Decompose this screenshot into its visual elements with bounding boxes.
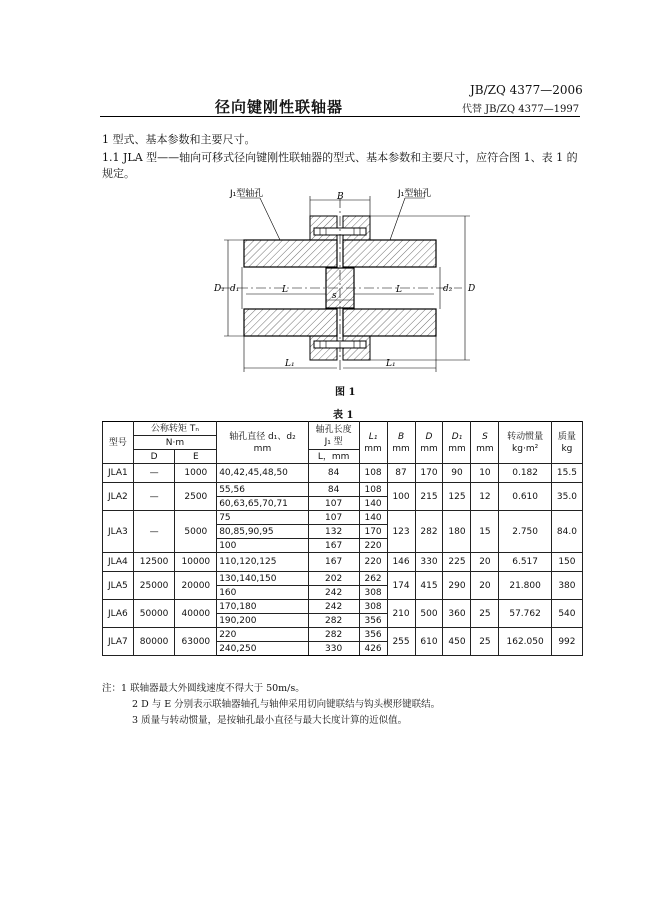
table-caption: 表 1: [333, 410, 354, 421]
replaces-standard: 代替 JB/ZQ 4377—1997: [462, 104, 580, 115]
cell-bore: 160: [217, 586, 308, 600]
cell-bore: 220: [217, 628, 308, 642]
cell-b: 87: [387, 464, 415, 483]
dim-L-left: L: [282, 285, 288, 295]
cell-torque-e: 2500: [175, 483, 217, 511]
cell-d: 415: [415, 572, 443, 600]
cell-model: JLA2: [103, 483, 134, 511]
cell-inertia: 57.762: [499, 600, 551, 628]
cell-mass: 380: [551, 572, 582, 600]
cell-s: 20: [471, 572, 499, 600]
cell-L1: 220: [359, 553, 387, 572]
header-rule: [100, 116, 580, 117]
table-row: [103, 464, 583, 483]
cell-bore: 130,140,150: [217, 572, 308, 586]
cell-L1: 108: [359, 464, 387, 483]
cell-s: 10: [471, 464, 499, 483]
cell-s: 12: [471, 483, 499, 511]
header-inertia: 转动惯量 kg·m²: [499, 422, 551, 464]
cell-length: 282: [308, 628, 359, 642]
table-row: [103, 600, 583, 614]
cell-bore: 60,63,65,70,71: [217, 497, 308, 511]
cell-mass: 150: [551, 553, 582, 572]
figure-caption: 图 1: [335, 387, 356, 398]
note-1: 注：1 联轴器最大外圆线速度不得大于 50m/s。: [102, 683, 305, 694]
header-D1: D₁ mm: [443, 422, 471, 464]
header-mass: 质量 kg: [551, 422, 582, 464]
cell-b: 174: [387, 572, 415, 600]
cell-b: 100: [387, 483, 415, 511]
cell-length: 84: [308, 464, 359, 483]
header-torque-D: D: [133, 450, 175, 464]
dim-D1: D₁: [214, 284, 225, 294]
section-1-1-text: 1.1 JLA 型——轴向可移式径向键刚性联轴器的型式、基本参数和主要尺寸，应符合图 1、表 1 的规定。: [102, 151, 578, 180]
cell-mass: 35.0: [551, 483, 582, 511]
header-torque-unit: N·m: [133, 436, 216, 450]
table-row: [103, 572, 583, 586]
cell-length: 202: [308, 572, 359, 586]
cell-L1: 220: [359, 539, 387, 553]
header-bore: 轴孔直径 d₁、d₂ mm: [217, 422, 308, 464]
cell-inertia: 0.610: [499, 483, 551, 511]
cell-torque-e: 5000: [175, 511, 217, 553]
cell-torque-d: 50000: [133, 600, 175, 628]
cell-L1: 356: [359, 614, 387, 628]
cell-mass: 540: [551, 600, 582, 628]
cell-torque-e: 1000: [175, 464, 217, 483]
dim-L1-left: L₁: [285, 359, 295, 369]
cell-d: 330: [415, 553, 443, 572]
cell-bore: 190,200: [217, 614, 308, 628]
dim-s: s: [332, 291, 337, 301]
coupling-drawing: [200, 188, 480, 378]
cell-torque-d: —: [133, 511, 175, 553]
dim-L-right: L: [396, 285, 402, 295]
cell-inertia: 162.050: [499, 628, 551, 656]
header-length-unit: L，mm: [308, 450, 359, 464]
cell-bore: 170,180: [217, 600, 308, 614]
cell-L1: 170: [359, 525, 387, 539]
cell-b: 210: [387, 600, 415, 628]
cell-length: 282: [308, 614, 359, 628]
cell-d1: 360: [443, 600, 471, 628]
cell-model: JLA6: [103, 600, 134, 628]
cell-model: JLA7: [103, 628, 134, 656]
cell-length: 107: [308, 511, 359, 525]
cell-length: 330: [308, 642, 359, 656]
section-1-heading: 1 型式、基本参数和主要尺寸。: [102, 133, 256, 146]
cell-length: 167: [308, 539, 359, 553]
label-right-bore: J₁型轴孔: [398, 189, 432, 199]
header-B: B mm: [387, 422, 415, 464]
cell-torque-e: 10000: [175, 553, 217, 572]
cell-d1: 125: [443, 483, 471, 511]
cell-model: JLA4: [103, 553, 134, 572]
cell-torque-d: —: [133, 483, 175, 511]
cell-bore: 40,42,45,48,50: [217, 464, 308, 483]
cell-L1: 308: [359, 600, 387, 614]
cell-d1: 225: [443, 553, 471, 572]
cell-length: 242: [308, 586, 359, 600]
cell-b: 255: [387, 628, 415, 656]
header-torque-E: E: [175, 450, 217, 464]
cell-d: 170: [415, 464, 443, 483]
cell-s: 20: [471, 553, 499, 572]
cell-d1: 450: [443, 628, 471, 656]
cell-L1: 426: [359, 642, 387, 656]
header-L1: L₁ mm: [359, 422, 387, 464]
cell-length: 167: [308, 553, 359, 572]
cell-L1: 108: [359, 483, 387, 497]
right-hub-lower: [343, 309, 436, 336]
header-S: S mm: [471, 422, 499, 464]
cell-mass: 15.5: [551, 464, 582, 483]
cell-d: 282: [415, 511, 443, 553]
standard-number: JB/ZQ 4377—2006: [470, 83, 583, 97]
cell-bore: 80,85,90,95: [217, 525, 308, 539]
label-left-bore: J₁型轴孔: [230, 189, 264, 199]
cell-torque-e: 20000: [175, 572, 217, 600]
cell-L1: 356: [359, 628, 387, 642]
cell-s: 15: [471, 511, 499, 553]
cell-length: 242: [308, 600, 359, 614]
cell-d1: 90: [443, 464, 471, 483]
cell-bore: 240,250: [217, 642, 308, 656]
cell-inertia: 6.517: [499, 553, 551, 572]
cell-mass: 84.0: [551, 511, 582, 553]
cell-d: 500: [415, 600, 443, 628]
cell-model: JLA5: [103, 572, 134, 600]
cell-d: 610: [415, 628, 443, 656]
cell-inertia: 0.182: [499, 464, 551, 483]
cell-L1: 262: [359, 572, 387, 586]
cell-length: 132: [308, 525, 359, 539]
table-row: [103, 553, 583, 572]
cell-bore: 55,56: [217, 483, 308, 497]
header-torque: 公称转矩 Tₙ: [133, 422, 216, 436]
cell-b: 146: [387, 553, 415, 572]
cell-bore: 110,120,125: [217, 553, 308, 572]
cell-b: 123: [387, 511, 415, 553]
cell-s: 25: [471, 600, 499, 628]
cell-model: JLA1: [103, 464, 134, 483]
cell-length: 84: [308, 483, 359, 497]
cell-torque-d: 12500: [133, 553, 175, 572]
left-hub-lower: [244, 309, 337, 336]
cell-s: 25: [471, 628, 499, 656]
left-hub-upper: [244, 240, 337, 267]
dim-d2: d₂: [443, 284, 453, 294]
cell-torque-d: —: [133, 464, 175, 483]
document-title: 径向键刚性联轴器: [215, 98, 344, 116]
cell-mass: 992: [551, 628, 582, 656]
cell-torque-d: 25000: [133, 572, 175, 600]
table-row: [103, 511, 583, 525]
dim-B: B: [337, 192, 344, 202]
right-hub-upper: [343, 240, 436, 267]
header-length: 轴孔长度 J₁ 型: [308, 422, 359, 450]
cell-torque-e: 40000: [175, 600, 217, 628]
parameters-table: [102, 421, 583, 656]
cell-L1: 308: [359, 586, 387, 600]
cell-inertia: 2.750: [499, 511, 551, 553]
cell-torque-d: 80000: [133, 628, 175, 656]
note-3: 3 质量与转动惯量，是按轴孔最小直径与最大长度计算的近似值。: [132, 715, 408, 726]
table-row: [103, 483, 583, 497]
cell-model: JLA3: [103, 511, 134, 553]
cell-torque-e: 63000: [175, 628, 217, 656]
cell-bore: 100: [217, 539, 308, 553]
cell-bore: 75: [217, 511, 308, 525]
cell-d1: 290: [443, 572, 471, 600]
dim-L1-right: L₁: [386, 359, 396, 369]
cell-inertia: 21.800: [499, 572, 551, 600]
dim-D: D: [468, 284, 476, 294]
cell-L1: 140: [359, 497, 387, 511]
cell-length: 107: [308, 497, 359, 511]
cell-L1: 140: [359, 511, 387, 525]
header-model: 型号: [103, 422, 134, 464]
dim-d1: d₁: [230, 284, 240, 294]
note-2: 2 D 与 E 分别表示联轴器轴孔与轴伸采用切向键联结与钩头楔形键联结。: [132, 699, 441, 710]
table-row: [103, 628, 583, 642]
cell-d: 215: [415, 483, 443, 511]
header-D: D mm: [415, 422, 443, 464]
cell-d1: 180: [443, 511, 471, 553]
